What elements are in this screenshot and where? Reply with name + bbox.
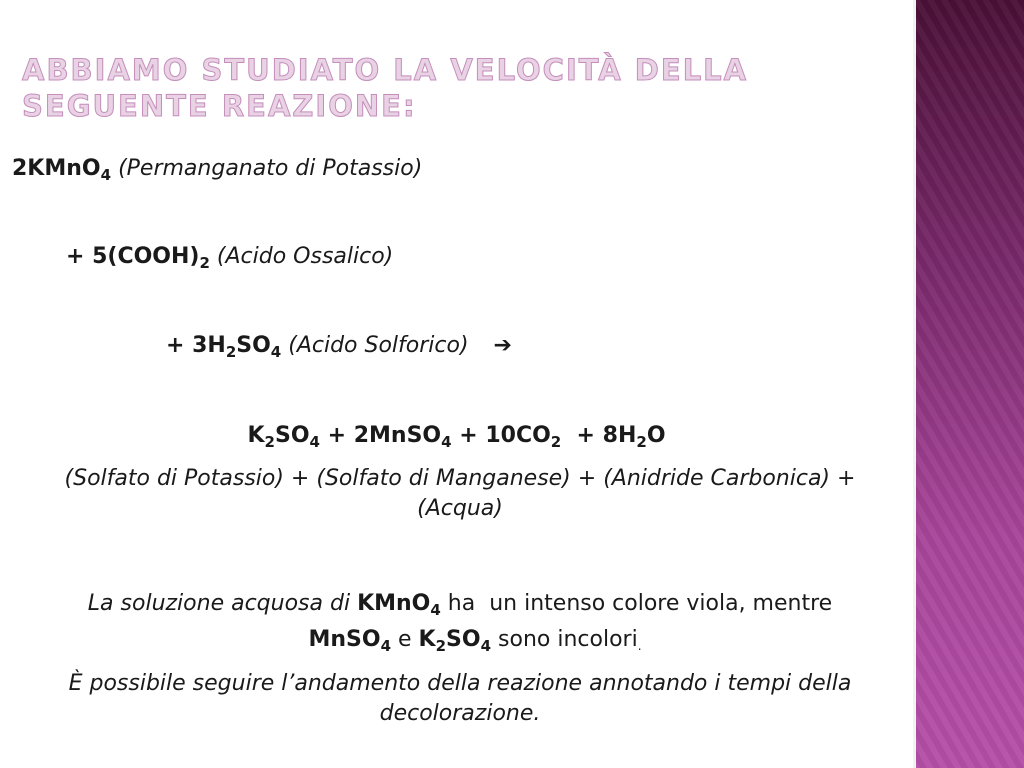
note-so: SO [446,627,481,652]
reagent-3-prefix: + 3H [166,333,226,358]
products-formula [0,421,913,451]
reagent-3-name: (Acido Solforico) [288,333,469,358]
reagent-line-2 [66,242,393,272]
product-2: + 2MnSO [319,423,442,448]
note-so-sub: 4 [480,637,492,655]
note-kmno-sub: 4 [430,601,441,619]
product-4: + 8H [561,423,637,448]
product-4-o: O [646,423,666,448]
product-4-sub: 2 [636,433,647,451]
reagent-2-name: (Acido Ossalico) [216,244,394,269]
product-1-sub2: 4 [309,433,320,451]
product-1-so: SO [274,423,310,448]
note-mnso-sub: 4 [380,637,392,655]
reagent-1-name: (Permanganato di Potassio) [118,156,423,181]
reagent-3-sub1: 2 [225,343,237,361]
note-line-2 [0,625,950,661]
reagent-3-sub2: 4 [270,343,282,361]
note-e: e [391,627,419,652]
note-k-sub: 2 [435,637,447,655]
reagent-3-mid: SO [236,333,271,358]
slide-title: ABBIAMO STUDIATO LA VELOCITÀ DELLA SEGUENTE REAZIONE: [22,53,749,123]
note-rest-2: sono incolori [491,627,638,652]
product-3: + 10CO [451,423,551,448]
products-names: (Solfato di Potassio) + (Solfato di Manganese) + (Anidride Carbonica) + (Acqua) [64,466,856,521]
reagent-2-formula: + 5(COOH) [66,244,200,269]
note-paragraph-2: È possibile seguire l’andamento della reazione annotando i tempi della decolorazione. [68,671,852,726]
product-1-k: K [247,423,265,448]
product-2-sub: 4 [441,433,452,451]
note-rest-1: ha un intenso colore viola, mentre [440,591,833,616]
product-1-sub: 2 [264,433,275,451]
note-mnso: MnSO [308,627,381,652]
reagent-1-formula: 2KMnO [12,156,101,181]
reagent-line-3 [166,331,512,361]
reagent-2-subscript: 2 [199,254,210,272]
reaction-arrow-icon: ➔ [493,333,512,358]
reagent-line-1 [12,154,422,184]
product-3-sub: 2 [550,433,562,451]
note-k: K [418,627,436,652]
note-dot: . [637,639,642,653]
note-line-1 [0,589,920,619]
reagent-1-subscript: 4 [100,166,112,184]
note-italic-text: La soluzione acquosa di [87,591,351,616]
note-kmno: KMnO [357,591,431,616]
